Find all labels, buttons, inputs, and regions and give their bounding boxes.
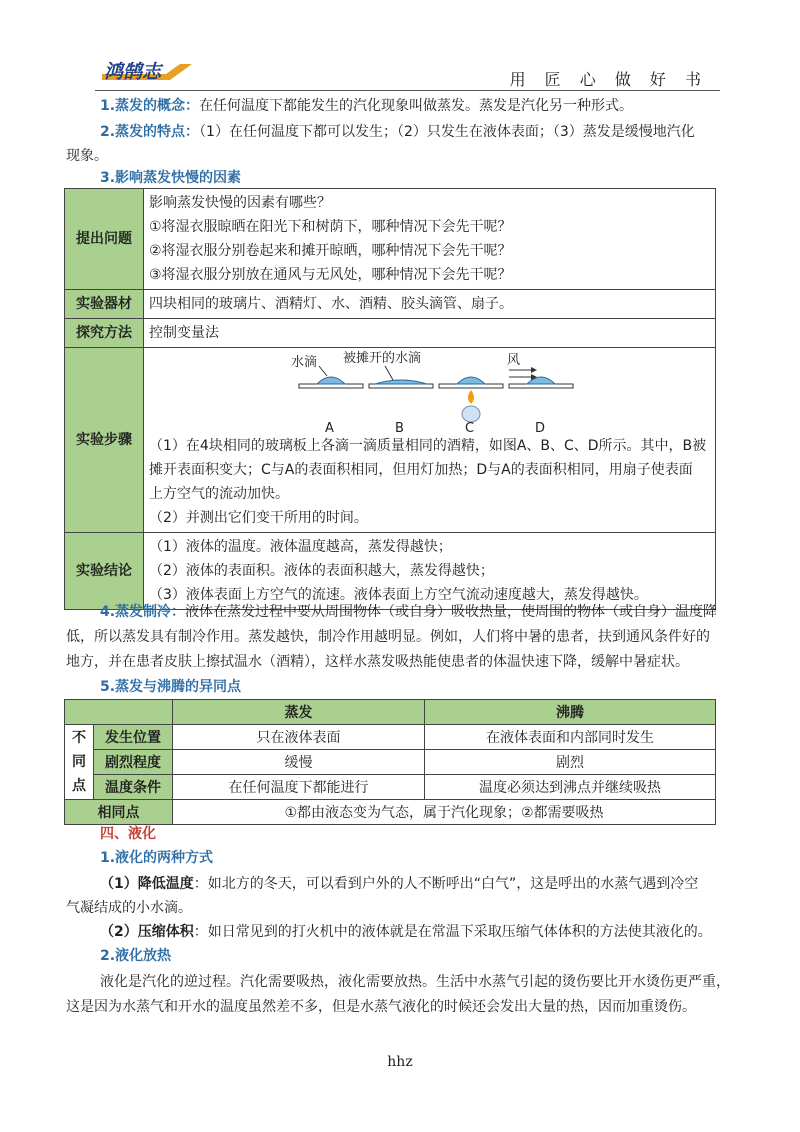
method-lower-temp-text: ：如北方的冬天，可以看到户外的人不断呼出“白气”，这是呼出的水蒸气遇到冷空 <box>193 876 699 892</box>
conclusion-content <box>144 533 716 610</box>
evap-cell: 只在液体表面 <box>173 725 425 750</box>
method-text: 控制变量法 <box>144 319 716 348</box>
evaporation-features-cont: 现象。 <box>66 148 108 164</box>
same-label: 相同点 <box>65 800 173 825</box>
compare-corner <box>65 700 173 725</box>
evaporation-cooling-line3: 地方，并在患者皮肤上擦拭温水（酒精），这样水蒸发吸热能使患者的体温快速下降，缓解中暑症状。 <box>66 654 689 670</box>
method-label: 探究方法 <box>65 319 144 348</box>
method-compress <box>100 920 760 944</box>
glass-plate-d <box>509 384 573 388</box>
method-row <box>65 319 716 348</box>
conclusion-row <box>65 533 716 610</box>
evaporation-cooling-title: 4.蒸发制冷： <box>100 604 186 620</box>
question-label: 提出问题 <box>65 189 144 290</box>
evaporation-cooling-line2: 低，所以蒸发具有制冷作用。蒸发越快，制冷作用越明显。例如，人们将中暑的患者，扶到通风条件好的 <box>66 629 710 645</box>
diff-label-text: 不同点 <box>72 730 86 794</box>
label-water-drop: 水滴 <box>291 355 318 370</box>
method-compress-text: ：如日常见到的打火机中的液体就是在常温下采取压缩气体体积的方法使其液化的。 <box>193 924 712 940</box>
compare-row <box>65 725 716 750</box>
question-content <box>144 189 716 290</box>
label-wind: 风 <box>507 353 521 368</box>
method-lower-temp-cont: 气凝结成的小水滴。 <box>66 900 192 916</box>
conclusion-line: （1）液体的温度。液体温度越高，蒸发得越快； <box>149 539 452 555</box>
label-spread-drop: 被摊开的水滴 <box>343 351 422 366</box>
row-label: 温度条件 <box>94 775 173 800</box>
glass-plate-b <box>369 384 433 388</box>
water-drop-a <box>317 377 345 384</box>
evaporation-features-text: （1）在任何温度下都可以发生；（2）只发生在液体表面；（3）蒸发是缓慢地汽化 <box>199 124 695 140</box>
evaporation-concept <box>100 94 760 118</box>
compare-row <box>65 750 716 775</box>
equipment-row <box>65 290 716 319</box>
conclusion-label: 实验结论 <box>65 533 144 610</box>
label-a: A <box>325 421 334 434</box>
compare-title <box>100 675 760 699</box>
steps-line: （2）并测出它们变干所用的时间。 <box>149 510 368 526</box>
steps-label: 实验步骤 <box>65 348 144 533</box>
pointer-b <box>385 366 393 380</box>
evaporation-features <box>100 120 760 144</box>
experiment-figure <box>149 350 709 434</box>
equipment-text: 四块相同的玻璃片、酒精灯、水、酒精、胶头滴管、扇子。 <box>144 290 716 319</box>
compare-row <box>65 775 716 800</box>
question-line: ②将湿衣服分别卷起来和摊开晾晒，哪种情况下会先干呢？ <box>149 243 512 259</box>
compare-table <box>64 699 716 825</box>
water-drop-b <box>375 380 427 384</box>
liquefaction-heat <box>100 944 760 968</box>
question-line: 影响蒸发快慢的因素有哪些？ <box>149 195 331 211</box>
steps-row <box>65 348 716 533</box>
conclusion-line: （3）液体表面上方空气的流速。液体表面上方空气流动速度越大，蒸发得越快。 <box>149 587 648 603</box>
water-drop-c <box>457 377 485 384</box>
col-evaporation: 蒸发 <box>173 700 425 725</box>
header-slogan: 用 匠 心 做 好 书 <box>509 70 708 89</box>
liquefaction-heat-line1: 液化是汽化的逆过程。汽化需要吸热，液化需要放热。生活中水蒸气引起的烫伤要比开水烫伤更严重， <box>100 974 730 990</box>
compare-header-row <box>65 700 716 725</box>
question-line: ③将湿衣服分别放在通风与无风处，哪种情况下会先干呢？ <box>149 267 512 283</box>
question-line: ①将湿衣服晾晒在阳光下和树荫下，哪种情况下会先干呢？ <box>149 219 512 235</box>
boil-cell: 剧烈 <box>425 750 716 775</box>
flame-icon <box>468 390 474 404</box>
compare-heading: 5.蒸发与沸腾的异同点 <box>100 679 242 695</box>
experiment-table <box>64 188 716 610</box>
label-d: D <box>535 421 546 434</box>
page-footer: hhz <box>387 1054 413 1070</box>
method-lower-temp-title: （1）降低温度 <box>100 876 194 892</box>
evaporation-cooling-line1: 液体在蒸发过程中要从周围物体（或自身）吸收热量，使周围的物体（或自身）温度降 <box>185 604 718 620</box>
evaporation-concept-title: 1.蒸发的概念： <box>100 98 200 114</box>
equipment-label: 实验器材 <box>65 290 144 319</box>
evap-cell: 缓慢 <box>173 750 425 775</box>
glass-plate-a <box>299 384 363 388</box>
steps-line: 摊开表面积变大；C与A的表面积相同，但用灯加热；D与A的表面积相同，用扇子使表面 <box>149 462 693 478</box>
liquefaction-section <box>100 822 760 846</box>
evaporation-features-title: 2.蒸发的特点： <box>100 124 200 140</box>
same-text: ①都由液态变为气态，属于汽化现象；②都需要吸热 <box>173 800 716 825</box>
same-row <box>65 800 716 825</box>
label-c: C <box>465 421 475 434</box>
liquefaction-heading: 四、液化 <box>100 826 156 842</box>
col-boiling: 沸腾 <box>425 700 716 725</box>
question-row <box>65 189 716 290</box>
wind-arrowhead-1 <box>531 367 537 373</box>
evaporation-cooling <box>100 600 760 624</box>
boil-cell: 温度必须达到沸点并继续吸热 <box>425 775 716 800</box>
row-label: 剧烈程度 <box>94 750 173 775</box>
label-b: B <box>395 421 404 434</box>
method-compress-title: （2）压缩体积 <box>100 924 194 940</box>
publisher-logo <box>100 60 192 88</box>
diff-label <box>65 725 94 800</box>
glass-plate-c <box>439 384 503 388</box>
factors-heading: 3.影响蒸发快慢的因素 <box>100 170 242 186</box>
steps-line: 上方空气的流动加快。 <box>149 486 289 502</box>
evap-cell: 在任何温度下都能进行 <box>173 775 425 800</box>
row-label: 发生位置 <box>94 725 173 750</box>
boil-cell: 在液体表面和内部同时发生 <box>425 725 716 750</box>
evaporation-concept-text: 在任何温度下都能发生的汽化现象叫做蒸发。蒸发是汽化另一种形式。 <box>199 98 634 114</box>
alcohol-lamp-icon <box>462 406 480 422</box>
header-divider <box>95 90 720 91</box>
steps-content <box>144 348 716 533</box>
pointer-a <box>319 366 327 376</box>
conclusion-line: （2）液体的表面积。液体的表面积越大，蒸发得越快； <box>149 563 494 579</box>
liquefaction-methods-title: 1.液化的两种方式 <box>100 850 214 866</box>
steps-line: （1）在4块相同的玻璃板上各滴一滴质量相同的酒精，如图A、B、C、D所示。其中，B被 <box>149 438 707 454</box>
factors-title <box>100 166 760 190</box>
logo-text: 鸿鹄志 <box>104 61 162 83</box>
method-lower-temp <box>100 872 760 896</box>
liquefaction-heat-line2: 这是因为水蒸气和开水的温度虽然差不多，但是水蒸气液化的时候还会发出大量的热，因而加重烫伤。 <box>66 999 696 1015</box>
liquefaction-heat-title: 2.液化放热 <box>100 948 172 964</box>
liquefaction-methods <box>100 846 760 870</box>
